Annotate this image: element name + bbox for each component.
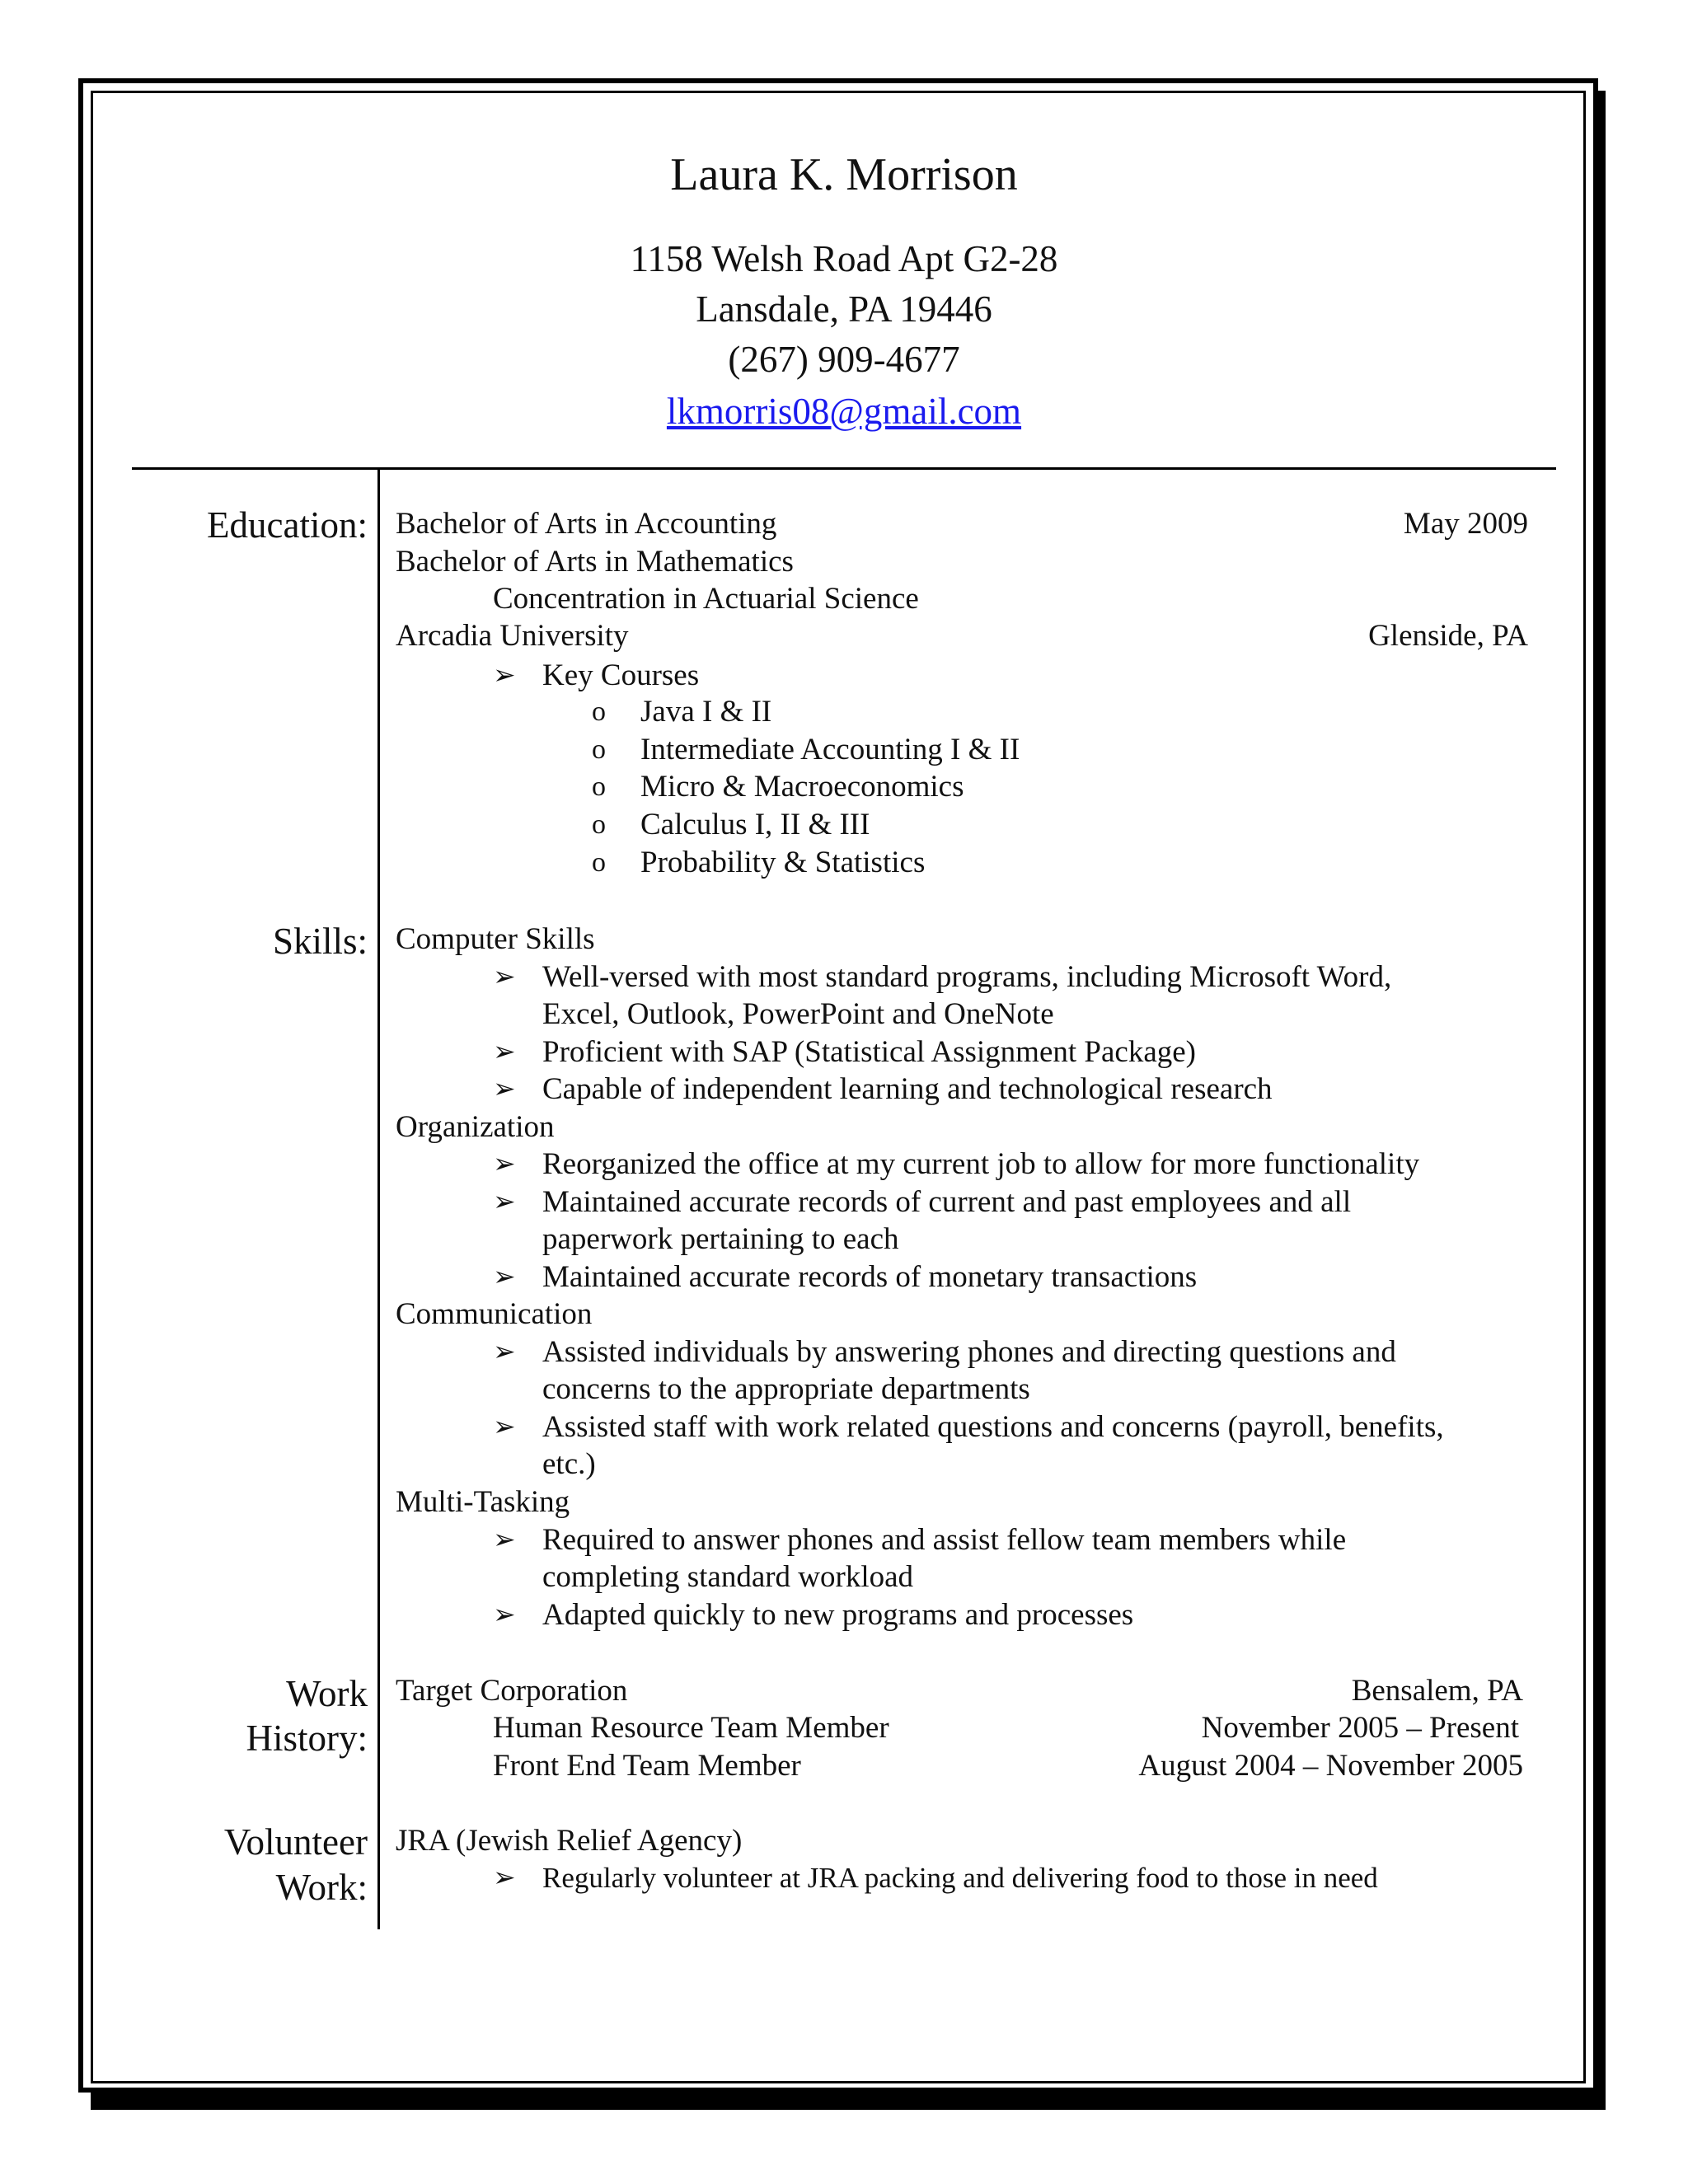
arrow-bullet-icon: ➢ — [493, 1150, 516, 1179]
arrow-bullet-icon: ➢ — [493, 963, 516, 992]
arrow-bullet-icon: ➢ — [493, 1413, 516, 1442]
course-item: Micro & Macroeconomics — [640, 770, 964, 804]
arrow-bullet-icon: ➢ — [493, 1338, 516, 1367]
skill-bullet-continued: completing standard workload — [542, 1560, 914, 1594]
skill-bullet: Adapted quickly to new programs and processes — [542, 1598, 1134, 1632]
job-dates: November 2005 – Present — [1201, 1711, 1519, 1745]
job-dates: August 2004 – November 2005 — [1138, 1749, 1523, 1783]
communication-title: Communication — [396, 1297, 593, 1331]
arrow-bullet-icon: ➢ — [493, 1188, 516, 1217]
resume-name: Laura K. Morrison — [670, 149, 1018, 200]
computer-skills-title: Computer Skills — [396, 922, 595, 956]
university-location: Glenside, PA — [1368, 619, 1528, 653]
degree-mathematics: Bachelor of Arts in Mathematics — [396, 545, 794, 579]
work-history-heading-line2: History: — [246, 1718, 368, 1759]
phone-number: (267) 909-4677 — [728, 339, 960, 380]
skill-bullet: Required to answer phones and assist fellow team members while — [542, 1523, 1347, 1557]
course-item: Calculus I, II & III — [640, 808, 870, 841]
degree-accounting: Bachelor of Arts in Accounting — [396, 507, 777, 541]
circle-bullet-icon: o — [592, 771, 606, 802]
skill-bullet: Proficient with SAP (Statistical Assignment Package) — [542, 1035, 1197, 1069]
skill-bullet-continued: Excel, Outlook, PowerPoint and OneNote — [542, 997, 1054, 1031]
arrow-bullet-icon: ➢ — [493, 1863, 516, 1893]
skill-bullet-continued: etc.) — [542, 1447, 596, 1481]
volunteer-heading-line2: Work: — [275, 1867, 368, 1908]
skill-bullet: Capable of independent learning and technological research — [542, 1072, 1273, 1106]
job-role: Human Resource Team Member — [493, 1711, 889, 1745]
skill-bullet-continued: paperwork pertaining to each — [542, 1222, 899, 1256]
work-history-heading: Work — [286, 1673, 368, 1714]
skill-bullet-continued: concerns to the appropriate departments — [542, 1372, 1030, 1406]
arrow-bullet-icon: ➢ — [493, 1075, 516, 1104]
key-courses-label: Key Courses — [542, 658, 700, 692]
education-heading: Education: — [207, 504, 368, 546]
circle-bullet-icon: o — [592, 696, 606, 727]
header-divider — [132, 467, 1556, 470]
arrow-bullet-icon: ➢ — [493, 661, 516, 691]
volunteer-organization: JRA (Jewish Relief Agency) — [396, 1824, 743, 1858]
arrow-bullet-icon: ➢ — [493, 1038, 516, 1067]
graduation-date: May 2009 — [1403, 507, 1528, 541]
skill-bullet: Well-versed with most standard programs, including Microsoft Word, — [542, 960, 1392, 994]
skill-bullet: Assisted staff with work related questions and concerns (payroll, benefits, — [542, 1410, 1444, 1444]
course-item: Java I & II — [640, 695, 772, 729]
skill-bullet: Reorganized the office at my current job to allow for more functionality — [542, 1147, 1420, 1181]
email-link[interactable]: lkmorris08@gmail.com — [666, 391, 1022, 432]
university-name: Arcadia University — [396, 619, 629, 653]
skill-bullet: Assisted individuals by answering phones and directing questions and — [542, 1335, 1396, 1369]
arrow-bullet-icon: ➢ — [493, 1263, 516, 1292]
arrow-bullet-icon: ➢ — [493, 1526, 516, 1555]
section-divider — [377, 469, 380, 1929]
circle-bullet-icon: o — [592, 809, 606, 840]
skill-bullet: Maintained accurate records of monetary transactions — [542, 1260, 1198, 1294]
organization-title: Organization — [396, 1110, 555, 1144]
circle-bullet-icon: o — [592, 734, 606, 765]
skill-bullet: Maintained accurate records of current and past employees and all — [542, 1185, 1352, 1219]
address-line-2: Lansdale, PA 19446 — [696, 288, 992, 330]
course-item: Probability & Statistics — [640, 846, 926, 879]
course-item: Intermediate Accounting I & II — [640, 733, 1020, 766]
job-role: Front End Team Member — [493, 1749, 801, 1783]
skills-heading: Skills: — [272, 921, 368, 962]
email-line — [0, 389, 1688, 434]
employer-location: Bensalem, PA — [1351, 1674, 1523, 1708]
volunteer-heading: Volunteer — [223, 1821, 368, 1863]
employer-name: Target Corporation — [396, 1674, 628, 1708]
multitasking-title: Multi-Tasking — [396, 1485, 570, 1519]
address-line-1: 1158 Welsh Road Apt G2-28 — [630, 238, 1058, 279]
concentration: Concentration in Actuarial Science — [493, 582, 919, 616]
circle-bullet-icon: o — [592, 847, 606, 878]
volunteer-bullet: Regularly volunteer at JRA packing and delivering food to those in need — [542, 1862, 1378, 1894]
arrow-bullet-icon: ➢ — [493, 1601, 516, 1630]
